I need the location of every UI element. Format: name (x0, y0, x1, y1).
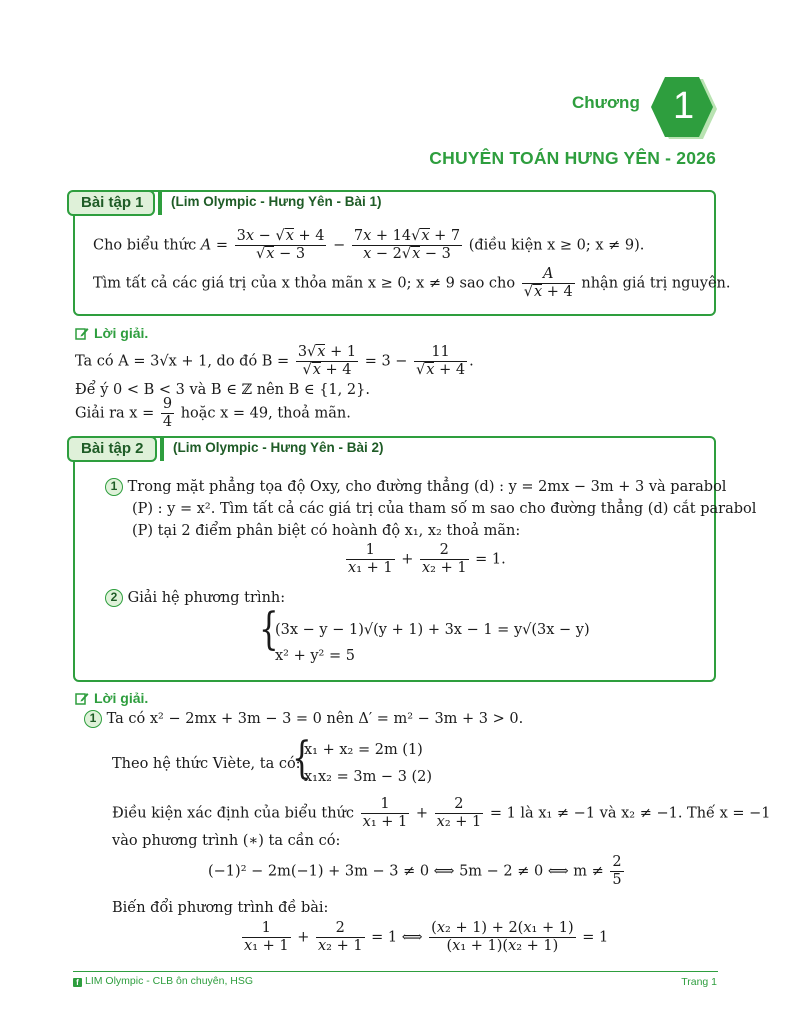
footer-left: f LIM Olympic - CLB ôn chuyên, HSG (73, 975, 253, 987)
problem-1-line-1: Cho biểu thức A = $\frac{3x - √x + 4}{√x - 3}$ − $\frac{7x + 14√x + 7}{x - 2√x - 3}$ (điều kiện x ≥ 0; x ≠ 9). (93, 228, 645, 262)
solution-1-line-1: Ta có A = 3√x + 1, do đó B = $\frac{3√x + 1}{√x + 4}$ = 3 − $\frac{11}{√x + 4}$ . (75, 344, 474, 378)
problem-1-source: (Lim Olympic - Hưng Yên - Bài 1) (171, 194, 382, 209)
viete-eq-2: x₁x₂ = 3m − 3 (2) (304, 769, 433, 785)
viete-eq-1: x₁ + x₂ = 2m (1) (304, 742, 423, 758)
problem-2-part-2: 2 Giải hệ phương trình: (105, 589, 285, 607)
solution-1-line-3: Giải ra x = $\frac{9}{4}$ hoặc x = 49, thoả mãn. (75, 396, 351, 430)
solution-2-line-4: vào phương trình (∗) ta cần có: (112, 833, 341, 849)
circled-number-1: 1 (105, 478, 123, 496)
problem-2-source: (Lim Olympic - Hưng Yên - Bài 2) (173, 440, 384, 455)
system-brace: { (259, 604, 279, 655)
problem-1-line-2: Tìm tất cả các giá trị của x thỏa mãn x ≥ 0; x ≠ 9 sao cho $\frac{A}{√x + 4}$ nhận giá trị nguyên. (93, 266, 731, 300)
circled-number-2: 2 (105, 589, 123, 607)
system-eq-1: (3x − y − 1)√(y + 1) + 3x − 1 = y√(3x − y) (275, 622, 590, 638)
system-eq-2: x² + y² = 5 (275, 648, 355, 664)
problem-2-part-1: 1 Trong mặt phẳng tọa độ Oxy, cho đường thẳng (d) : y = 2mx − 3m + 3 và parabol (105, 478, 726, 496)
chapter-title: CHUYÊN TOÁN HƯNG YÊN - 2026 (429, 148, 716, 168)
problem-2-label: Bài tập 2 (67, 436, 157, 462)
solution-2-line-3: Điều kiện xác định của biểu thức $\frac{1}{\text{x₁ + 1}}$ + $\frac{2}{\text{x₂ + 1}}$ = 1 là x₁ ≠ −1 và x₂ ≠ −1. Thế x = −1 (112, 796, 771, 830)
chapter-number: 1 (673, 85, 695, 127)
chapter-number-badge (647, 75, 717, 143)
viete-brace: { (292, 733, 312, 784)
problem-1-box (73, 190, 731, 316)
edit-icon (75, 691, 89, 705)
solution-2-line-5: (−1)² − 2m(−1) + 3m − 3 ≠ 0 ⟺ 5m − 2 ≠ 0 ⟺ m ≠ $\frac{2}{5}$ (208, 854, 622, 888)
facebook-icon: f (73, 978, 82, 987)
solution-1-line-2: Để ý 0 < B < 3 và B ∈ ℤ nên B ∈ {1, 2}. (75, 382, 370, 398)
problem-2-condition: $\frac{1}{\text{x₁ + 1}}$ + $\frac{2}{\text{x₂ + 1}}$ = 1. (348, 542, 506, 576)
solution-2-header: Lời giải. (75, 690, 148, 706)
page-number: Trang 1 (681, 976, 717, 988)
circled-number-1: 1 (84, 710, 102, 728)
solution-2-line-7: $\frac{1}{\text{x₁ + 1}}$ + $\frac{2}{\text{x₂ + 1}}$ = 1 ⟺ $\frac{\text{(x₂ + 1) + 2(x₁ + 1)}}{\text{(x₁ + 1)(x₂ + 1)}}$ = 1 (244, 920, 609, 954)
solution-2-line-6: Biến đổi phương trình đề bài: (112, 900, 329, 916)
problem-2-box: Bài tập 2 (Lim Olympic - Hưng Yên - Bài 2) 1 Trong mặt phẳng tọa độ Oxy, cho đường thẳng (d) : y = 2mx − 3m + 3 và parabol (P) : y = x². Tìm tất cả các giá trị của tham số m sao cho đường thẳng (d) cắt parabol (P) tại 2 điểm phân biệt có hoành độ x₁, x₂ thoả mãn: $\frac{1}{\text{x₁ + 1}}$ + $\frac{2}{\text{x₂ + 1}}$ = 1. 2 Giải hệ phương trình: { (3x − y − 1)√(y + 1) + 3x − 1 = y√(3x − y) x² + y² = 5 (73, 436, 716, 682)
solution-1-header: Lời giải. (75, 325, 148, 341)
solution-2-viete-intro: Theo hệ thức Viète, ta có: (112, 756, 301, 772)
problem-1-label: Bài tập 1 (67, 190, 155, 216)
edit-icon (75, 326, 89, 340)
chapter-word: Chương (572, 93, 640, 112)
solution-2-line-1: 1 Ta có x² − 2mx + 3m − 3 = 0 nên Δ′ = m² − 3m + 3 > 0. (84, 710, 523, 728)
footer-divider (73, 971, 718, 972)
